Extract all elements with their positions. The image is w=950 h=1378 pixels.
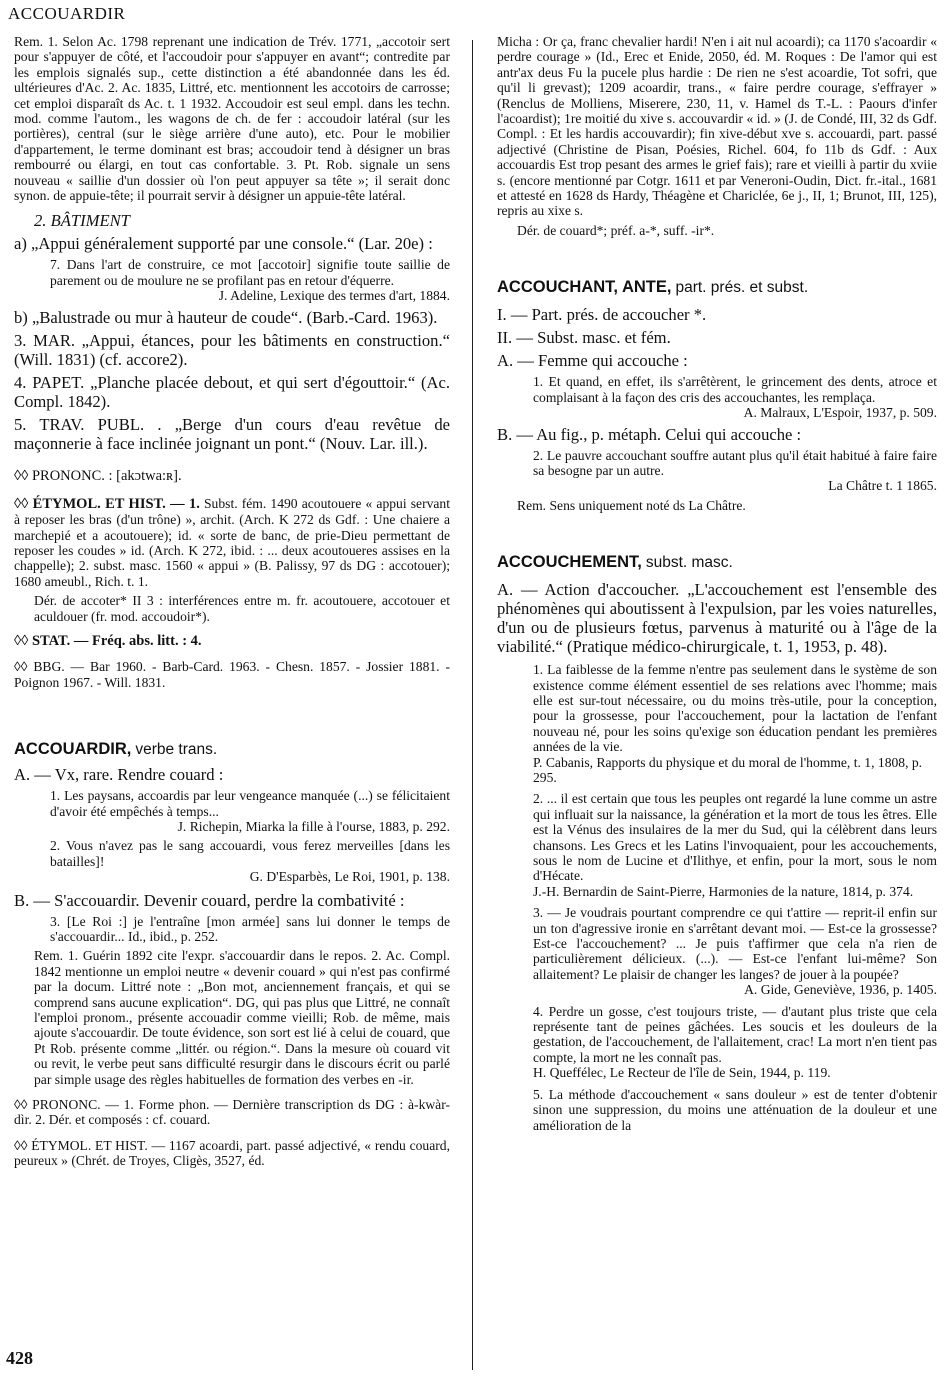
example-1: 1. Les paysans, accoardis par leur vengeance manquée (...) se félicitaient d'avoir été empêchés à temps... — [50, 788, 450, 819]
etymology-label: ◊◊ ÉTYMOL. ET HIST. — 1. — [14, 495, 200, 512]
section-batiment: 2. BÂTIMENT — [34, 211, 130, 231]
definition-b: b) „Balustrade ou mur à hauteur de coude“. (Barb.-Card. 1963). — [14, 307, 438, 327]
accouchement-example-3-source: A. Gide, Geneviève, 1936, p. 1405. — [744, 982, 937, 998]
accouchant-example-2: 2. Le pauvre accouchant souffre autant plus qu'il était habitué à faire faire sa besogne par un autre. — [533, 447, 937, 478]
example-2-source: G. D'Esparbès, Le Roi, 1901, p. 138. — [249, 869, 450, 885]
etymology-accouardir: ◊◊ ÉTYMOL. ET HIST. — 1167 acoardi, part. passé adjectivé, « rendu couard, peureux » (Chrét. de Troyes, Cligès, 3527, éd. — [14, 1137, 450, 1169]
example-7-source: J. Adeline, Lexique des termes d'art, 1884. — [218, 288, 450, 304]
entry-accouchement-word: ACCOUCHEMENT, — [497, 553, 642, 572]
accouchement-example-1-source: P. Cabanis, Rapports du physique et du moral de l'homme, t. 1, 1808, p. 295. — [533, 754, 923, 785]
statistics: ◊◊ STAT. — Fréq. abs. litt. : 4. — [14, 632, 202, 649]
entry-accouchant-heading — [497, 278, 937, 297]
remark-accotoir: Rem. 1. Selon Ac. 1798 reprenant une indication de Trév. 1771, „accotoir sert pour s'appuyer de côté, et l'accoudoir pour s'appuyer en avant“; contredite par les emplois signalés sup., cette distinction a été abandonnée dans les éd. ultérieures d'Ac. 2. Ac. 1835, Littré, etc. mentionnent les accotoirs de carrosse; cet emploi disparaît ds Ac. t. 1 1932. Accoudoir est seul empl. dans les techn. mod. comme l'autom., les wagons de ch. de fer : accoudoir latéral (sur les portières), central (sur le siège arrière d'une auto), etc. Pour le mobilier d'appartement, le terme dominant est bras; accoudoir tend à désigner un bras rembourré ou élargi, en tout cas confortable. 3. Pt. Rob. signale un sens nouveau « saillie d'un dossier où l'on peut appuyer sa tête »; il serait donc synon. de appuie-tête; il pourrait servir à désigner un appuie-tête latéral. — [14, 34, 450, 204]
accouchement-example-4: 4. Perdre un gosse, c'est toujours triste, — d'autant plus triste que cela représente tant de peines gâchées. Les soucis et les douleurs de la gestation, de l'accouchement, de l'allaitement, crac! La mort n'en tient pas compte, la mort ne les connaît pas. — [533, 1003, 937, 1065]
accouchement-example-5: 5. La méthode d'accouchement « sans douleur » est de tenter d'obtenir sinon une suppression, du moins une atténuation de la douleur et une amélioration de la — [533, 1086, 937, 1133]
etymology-continued: Micha : Or ça, franc chevalier hardi! N'en i ait nul acoardi); ca 1170 s'acoardir « perdre courage » (Id., Erec et Enide, 2050, éd. M. Roques : De l'amor qui est antr'ax deus Fu la pucele plus hardie : De rien ne s'est acoardie, Tot sofri, que qu'il li grevast); 1209 acoardir, trans., « faire perdre courage, s'effrayer » (Renclus de Molliens, Miserere, 230, 11, v. Hamel ds T.-L. : Paours d'infer l'acoardist); 1re moitié du xive s. accouvardir « id. » (J. de Condé, III, 32 ds Gdf. Compl. : Et les hardis accouvardir); fin xive-début xve s. accouardi, part. passé adjectivé (Christine de Pisan, Poésies, Richel. 604, fo 11b ds Gdf. : Aux accouardis Est trop pesant des armes le grief fais); rare et vieilli à partir du xviie s. (encore mentionné par Cotgr. 1611 et par Veneroni-Oudin, Dict. fr.-ital., 1681 et attesté en 1628 ds Hardy, Théagène et Chariclée, 6e j., II, 1; Brunot, III, 125), repris au xixe s. — [497, 34, 937, 219]
bibliography: ◊◊ BBG. — Bar 1960. - Barb-Card. 1963. - Chesn. 1857. - Jossier 1881. - Poignon 1967. - Will. 1831. — [14, 659, 450, 690]
entry-accouardir-pos: verbe trans. — [135, 741, 218, 759]
running-head: ACCOUARDIR — [8, 4, 126, 23]
remark-accouchant: Rem. Sens uniquement noté ds La Châtre. — [517, 497, 746, 513]
column-divider — [472, 40, 473, 1370]
page-number: 428 — [6, 1348, 33, 1368]
definition-mar: 3. MAR. „Appui, étances, pour les bâtiments en construction.“ (Will. 1831) (cf. accore2). — [14, 330, 450, 369]
entry-accouardir-heading — [14, 740, 450, 759]
accouchant-example-2-source: La Châtre t. 1 1865. — [828, 478, 937, 494]
pronunciation: ◊◊ PRONONC. : [akɔtwa:ʀ]. — [14, 467, 182, 484]
example-3: 3. [Le Roi :] je l'entraîne [mon armée] sans lui donner le temps de s'accouardir... Id., ibid., p. 252. — [50, 913, 450, 944]
accouchement-example-2: 2. ... il est certain que tous les peuples ont regardé la lune comme un astre qui influait sur la naissance, la génération et la mort de tous les êtres. Elle est la Vénus des insulaires de la mer du Sud, qui la célèbrent dans leurs chansons. Les Grecs et les Latins l'invoquaient, pour les accouchements, sous le nom de Lucine et d'Ilithye, et enfin, pour la mort, sous le nom d'Hécate. — [533, 791, 937, 884]
example-7: 7. Dans l'art de construire, ce mot [accotoir] signifie toute saillie de parement ou de moulure ne se profilant pas en retour d'équerre. — [50, 257, 450, 288]
example-1-source: J. Richepin, Miarka la fille à l'ourse, 1883, p. 292. — [177, 818, 450, 834]
definition-a: a) „Appui généralement supporté par une console.“ (Lar. 20e) : — [14, 234, 433, 254]
etymology-derivation: Dér. de accoter* II 3 : interférences entre m. fr. acoutouere, accotouer et aculdouer (fr. mod. accoudoir*). — [34, 593, 450, 624]
definition-papet: 4. PAPET. „Planche placée debout, et qui sert d'égouttoir.“ (Ac. Compl. 1842). — [14, 372, 450, 411]
etymology-derivation-accouardir: Dér. de couard*; préf. a-*, suff. -ir*. — [517, 222, 715, 238]
right-column — [497, 34, 937, 1378]
accouchement-example-3: 3. — Je voudrais pourtant comprendre ce qui t'attire — reprit-il enfin sur un ton d'agressive ironie en s'arrêtant devant moi. — Est-ce la grossesse? Est-ce l'accouchement? ... Je puis t'affirmer que cela n'a rien de particulièrement délicieux. (...). — Est-ce l'enfant lui-même? Son allaitement? Le plaisir de changer les langes? de jouer à la poupée? — [533, 905, 937, 982]
pronunciation-accouardir: ◊◊ PRONONC. — 1. Forme phon. — Dernière transcription ds DG : à-kwàr-dìr. 2. Dér. et composés : cf. couard. — [14, 1097, 450, 1128]
entry-accouchant-word: ACCOUCHANT, ANTE, — [497, 278, 672, 297]
remark-accouardir: Rem. 1. Guérin 1892 cite l'expr. s'accouardir dans le repos. 2. Ac. Compl. 1842 mentionne un emploi neutre « devenir couard » qui n'est pas confirmé par la docum. Littré note : „Bon mot, anciennement français, et qui se comprend sans aucune explication“. DG, qui pas plus que Littré, ne connaît l'emploi pronom., présente accouadir comme vieilli; Rob. de même, mais ajoute s'accouardir. De toute évidence, son sort est lié à celui de couard, que Pt Rob. présente comme „littér. ou région.“. Dans la mesure où couard vit ou revit, le verbe peut sans difficulté resurgir dans le discours écrit ou parlé par simple usage des règles habituelles de formation des verbes en -ir. — [34, 948, 450, 1087]
accouchement-example-2-source: J.-H. Bernardin de Saint-Pierre, Harmonies de la nature, 1814, p. 374. — [533, 883, 914, 899]
sense-ii-b: B. — Au fig., p. métaph. Celui qui accouche : — [497, 424, 802, 444]
accouchement-definition-a: A. — Action d'accoucher. „L'accouchement est l'ensemble des phénomènes qui aboutissent à l'expulsion, par les voies naturelles, d'un ou de plusieurs fœtus, parvenus à maturité ou à l'âge de la viabilité.“ (Pratique médico-chirurgicale, t. 1, 1953, p. 48). — [497, 580, 937, 657]
etymology-text: Subst. fém. 1490 acoutouere « appui servant à reposer les bras (d'un trône) », archit. (Arch. K 272 ds Gdf. : Une chaiere a marchepié et a acoutouere); id. « sorte de banc, de prie-Dieu permettant de reposer les coudes » id. (Arch. K 272, ibid. : ... deux acoutoueres assises en la chappelle); 2. subst. masc. 1560 « appui » (B. Palissy, 97 ds DG : accotouer); 1680 ameubl., Rich. t. 1. — [14, 495, 450, 589]
accouchement-example-4-source: H. Queffélec, Le Recteur de l'île de Sein, 1944, p. 119. — [533, 1065, 831, 1081]
left-column — [14, 34, 450, 1346]
sense-ii: II. — Subst. masc. et fém. — [497, 328, 671, 348]
etymology — [14, 496, 450, 589]
sense-b: B. — S'accouardir. Devenir couard, perdre la combativité : — [14, 890, 405, 910]
entry-accouardir-word: ACCOUARDIR, — [14, 740, 132, 759]
entry-accouchement-pos: subst. masc. — [645, 554, 733, 572]
entry-accouchant-pos: part. prés. et subst. — [675, 279, 809, 297]
entry-accouchement-heading — [497, 553, 937, 572]
example-2: 2. Vous n'avez pas le sang accouardi, vous ferez merveilles [dans les batailles]! — [50, 838, 450, 869]
sense-ii-a: A. — Femme qui accouche : — [497, 351, 688, 371]
sense-a: A. — Vx, rare. Rendre couard : — [14, 765, 224, 785]
sense-i: I. — Part. prés. de accoucher *. — [497, 305, 707, 325]
definition-trav-publ: 5. TRAV. PUBL. . „Berge d'un cours d'eau revêtue de maçonnerie à face inclinée joignant un pont.“ (Nouv. Lar. ill.). — [14, 414, 450, 453]
accouchant-example-1: 1. Et quand, en effet, ils s'arrêtèrent, le grincement des dents, atroce et complaisant à la façon des cris des accouchantes, les remplaça. — [533, 374, 937, 405]
accouchement-example-1: 1. La faiblesse de la femme n'entre pas seulement dans le système de son existence comme élément essentiel de ses relations avec l'homme; mais elle est sur-tout nécessaire, ou du moins très-utile, pour la conception, pour la grossesse, pour l'accouchement, pour la lactation de l'enfant nouveau né, pour les soins qu'exige son éducation pendant les premières années de la vie. — [533, 662, 937, 755]
accouchant-example-1-source: A. Malraux, L'Espoir, 1937, p. 509. — [743, 405, 937, 421]
